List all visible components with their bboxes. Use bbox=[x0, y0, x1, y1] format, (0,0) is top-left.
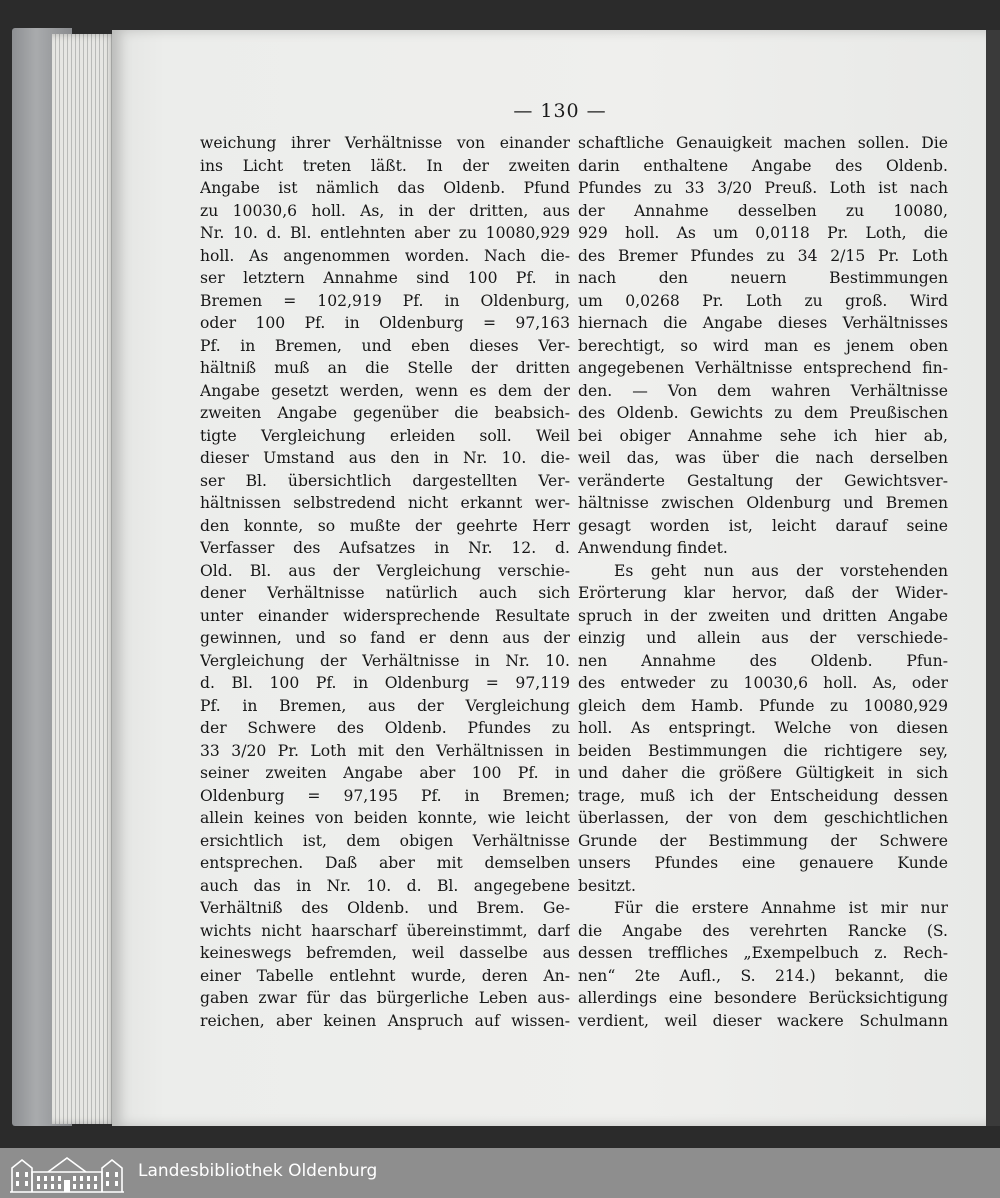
text-line: einzig und allein aus der verschiede- bbox=[578, 629, 948, 647]
text-line: Erörterung klar hervor, daß der Wider- bbox=[578, 584, 948, 602]
text-line: ser Bl. übersichtlich dargestellten Ver- bbox=[200, 471, 570, 490]
text-line: weichung ihrer Verhältnisse von einander bbox=[200, 134, 570, 152]
text-line: des Bremer Pfundes zu 34 2/15 Pr. Loth bbox=[578, 246, 948, 265]
text-line: berechtigt, so wird man es jenem oben bbox=[578, 336, 948, 355]
text-line: Grunde der Bestimmung der Schwere bbox=[578, 831, 948, 850]
text-line: allein keines von beiden konnte, wie leicht bbox=[200, 809, 570, 827]
text-line: darin enthaltene Angabe des Oldenb. bbox=[578, 156, 948, 175]
text-line: um 0,0268 Pr. Loth zu groß. Wird bbox=[578, 291, 948, 310]
text-line: weil das, was über die nach derselben bbox=[578, 449, 948, 467]
text-line: hiernach die Angabe dieses Verhältnisses bbox=[578, 314, 948, 332]
text-line: Pfundes zu 33 3/20 Preuß. Loth ist nach bbox=[578, 179, 948, 197]
left-text-column bbox=[200, 132, 570, 1032]
text-line: und daher die größere Gültigkeit in sich bbox=[578, 764, 948, 782]
text-line: Für die erstere Annahme ist mir nur bbox=[614, 899, 948, 917]
text-line: reichen, aber keinen Anspruch auf wissen- bbox=[200, 1011, 570, 1030]
text-line: nach den neuern Bestimmungen bbox=[578, 269, 948, 287]
text-line: Verhältniß des Oldenb. und Brem. Ge- bbox=[200, 899, 570, 917]
text-line: hältniß muß an die Stelle der dritten bbox=[200, 359, 570, 377]
text-line: zu 10030,6 holl. As, in der dritten, aus bbox=[200, 201, 570, 220]
text-line: holl. As entspringt. Welche von diesen bbox=[578, 719, 948, 737]
text-line: Angabe gesetzt werden, wenn es dem der bbox=[200, 381, 570, 400]
text-line: allerdings eine besondere Berücksichtigung bbox=[578, 989, 948, 1007]
text-line: Bremen = 102,919 Pf. in Oldenburg, bbox=[200, 291, 570, 310]
text-line: spruch in der zweiten und dritten Angabe bbox=[578, 606, 948, 625]
text-line: besitzt. bbox=[578, 876, 636, 895]
text-line: tigte Vergleichung erleiden soll. Weil bbox=[200, 426, 570, 445]
text-line: ersichtlich ist, dem obigen Verhältnisse bbox=[200, 831, 570, 850]
text-line: keineswegs befremden, weil dasselbe aus bbox=[200, 944, 570, 962]
text-line: den konnte, so mußte der geehrte Herr bbox=[200, 516, 570, 535]
text-line: einer Tabelle entlehnt wurde, deren An- bbox=[200, 966, 570, 985]
text-line: ins Licht treten läßt. In der zweiten bbox=[200, 156, 570, 175]
text-line: auch das in Nr. 10. d. Bl. angegebene bbox=[200, 876, 570, 895]
text-line: 929 holl. As um 0,0118 Pr. Loth, die bbox=[578, 224, 948, 242]
text-line: gesagt worden ist, leicht darauf seine bbox=[578, 516, 948, 535]
library-building-icon bbox=[8, 1152, 126, 1194]
text-line: des Oldenb. Gewichts zu dem Preußischen bbox=[578, 404, 948, 422]
text-line: gewinnen, und so fand er denn aus der bbox=[200, 629, 570, 647]
text-line: ser letztern Annahme sind 100 Pf. in bbox=[200, 269, 570, 287]
text-line: hältnissen selbstredend nicht erkannt wer- bbox=[200, 494, 570, 512]
text-line: veränderte Gestaltung der Gewichtsver- bbox=[578, 471, 948, 490]
text-line: trage, muß ich der Entscheidung dessen bbox=[578, 786, 948, 805]
text-line: angegebenen Verhältnisse entsprechend fin- bbox=[578, 359, 948, 377]
text-line: entsprechen. Daß aber mit demselben bbox=[200, 854, 570, 872]
text-line: den. — Von dem wahren Verhältnisse bbox=[578, 381, 948, 400]
page-stack-edge bbox=[52, 34, 118, 1124]
text-line: des entweder zu 10030,6 holl. As, oder bbox=[578, 674, 948, 692]
text-line: schaftliche Genauigkeit machen sollen. Die bbox=[578, 134, 948, 152]
text-line: Vergleichung der Verhältnisse in Nr. 10. bbox=[200, 651, 570, 670]
text-line: Verfasser des Aufsatzes in Nr. 12. d. bbox=[200, 539, 570, 557]
text-line: der Annahme desselben zu 10080, bbox=[578, 201, 948, 220]
text-line: gaben zwar für das bürgerliche Leben aus- bbox=[200, 989, 570, 1007]
text-line: zweiten Angabe gegenüber die beabsich- bbox=[200, 404, 570, 422]
text-line: dener Verhältnisse natürlich auch sich bbox=[200, 584, 570, 602]
text-line: holl. As angenommen worden. Nach die- bbox=[200, 246, 570, 265]
text-line: überlassen, der von dem geschichtlichen bbox=[578, 809, 948, 827]
text-line: beiden Bestimmungen die richtigere sey, bbox=[578, 741, 948, 760]
text-line: nen“ 2te Aufl., S. 214.) bekannt, die bbox=[578, 966, 948, 985]
text-line: Angabe ist nämlich das Oldenb. Pfund bbox=[200, 179, 570, 197]
text-line: dessen treffliches „Exempelbuch z. Rech- bbox=[578, 944, 948, 962]
right-text-column bbox=[578, 132, 948, 1032]
text-line: Oldenburg = 97,195 Pf. in Bremen; bbox=[200, 786, 570, 805]
text-line: unter einander widersprechende Resultate bbox=[200, 606, 570, 625]
text-line: 33 3/20 Pr. Loth mit den Verhältnissen in bbox=[200, 741, 570, 760]
text-line: Es geht nun aus der vorstehenden bbox=[614, 561, 948, 580]
text-line: dieser Umstand aus den in Nr. 10. die- bbox=[200, 449, 570, 467]
text-line: unsers Pfundes eine genauere Kunde bbox=[578, 854, 948, 872]
text-line: gleich dem Hamb. Pfunde zu 10080,929 bbox=[578, 696, 948, 715]
text-line: seiner zweiten Angabe aber 100 Pf. in bbox=[200, 764, 570, 782]
text-line: Nr. 10. d. Bl. entlehnten aber zu 10080,929 bbox=[200, 224, 570, 242]
text-line: der Schwere des Oldenb. Pfundes zu bbox=[200, 719, 570, 737]
text-line: Pf. in Bremen, aus der Vergleichung bbox=[200, 696, 570, 715]
library-name: Landesbibliothek Oldenburg bbox=[138, 1161, 378, 1181]
text-line: Anwendung findet. bbox=[578, 539, 728, 557]
text-line: d. Bl. 100 Pf. in Oldenburg = 97,119 bbox=[200, 674, 570, 692]
text-line: nen Annahme des Oldenb. Pfun- bbox=[578, 651, 948, 670]
text-line: die Angabe des verehrten Rancke (S. bbox=[578, 921, 948, 940]
text-line: Old. Bl. aus der Vergleichung verschie- bbox=[200, 561, 570, 580]
text-line: wichts nicht haarscharf übereinstimmt, darf bbox=[200, 921, 570, 940]
text-line: hältnisse zwischen Oldenburg und Bremen bbox=[578, 494, 948, 512]
text-line: verdient, weil dieser wackere Schulmann bbox=[578, 1011, 948, 1030]
text-line: Pf. in Bremen, und eben dieses Ver- bbox=[200, 336, 570, 355]
library-footer-bar bbox=[0, 1148, 1000, 1198]
page-number: — 130 — bbox=[513, 100, 607, 122]
right-shadow-edge bbox=[986, 30, 1000, 1126]
text-line: bei obiger Annahme sehe ich hier ab, bbox=[578, 426, 948, 445]
text-line: oder 100 Pf. in Oldenburg = 97,163 bbox=[200, 314, 570, 332]
